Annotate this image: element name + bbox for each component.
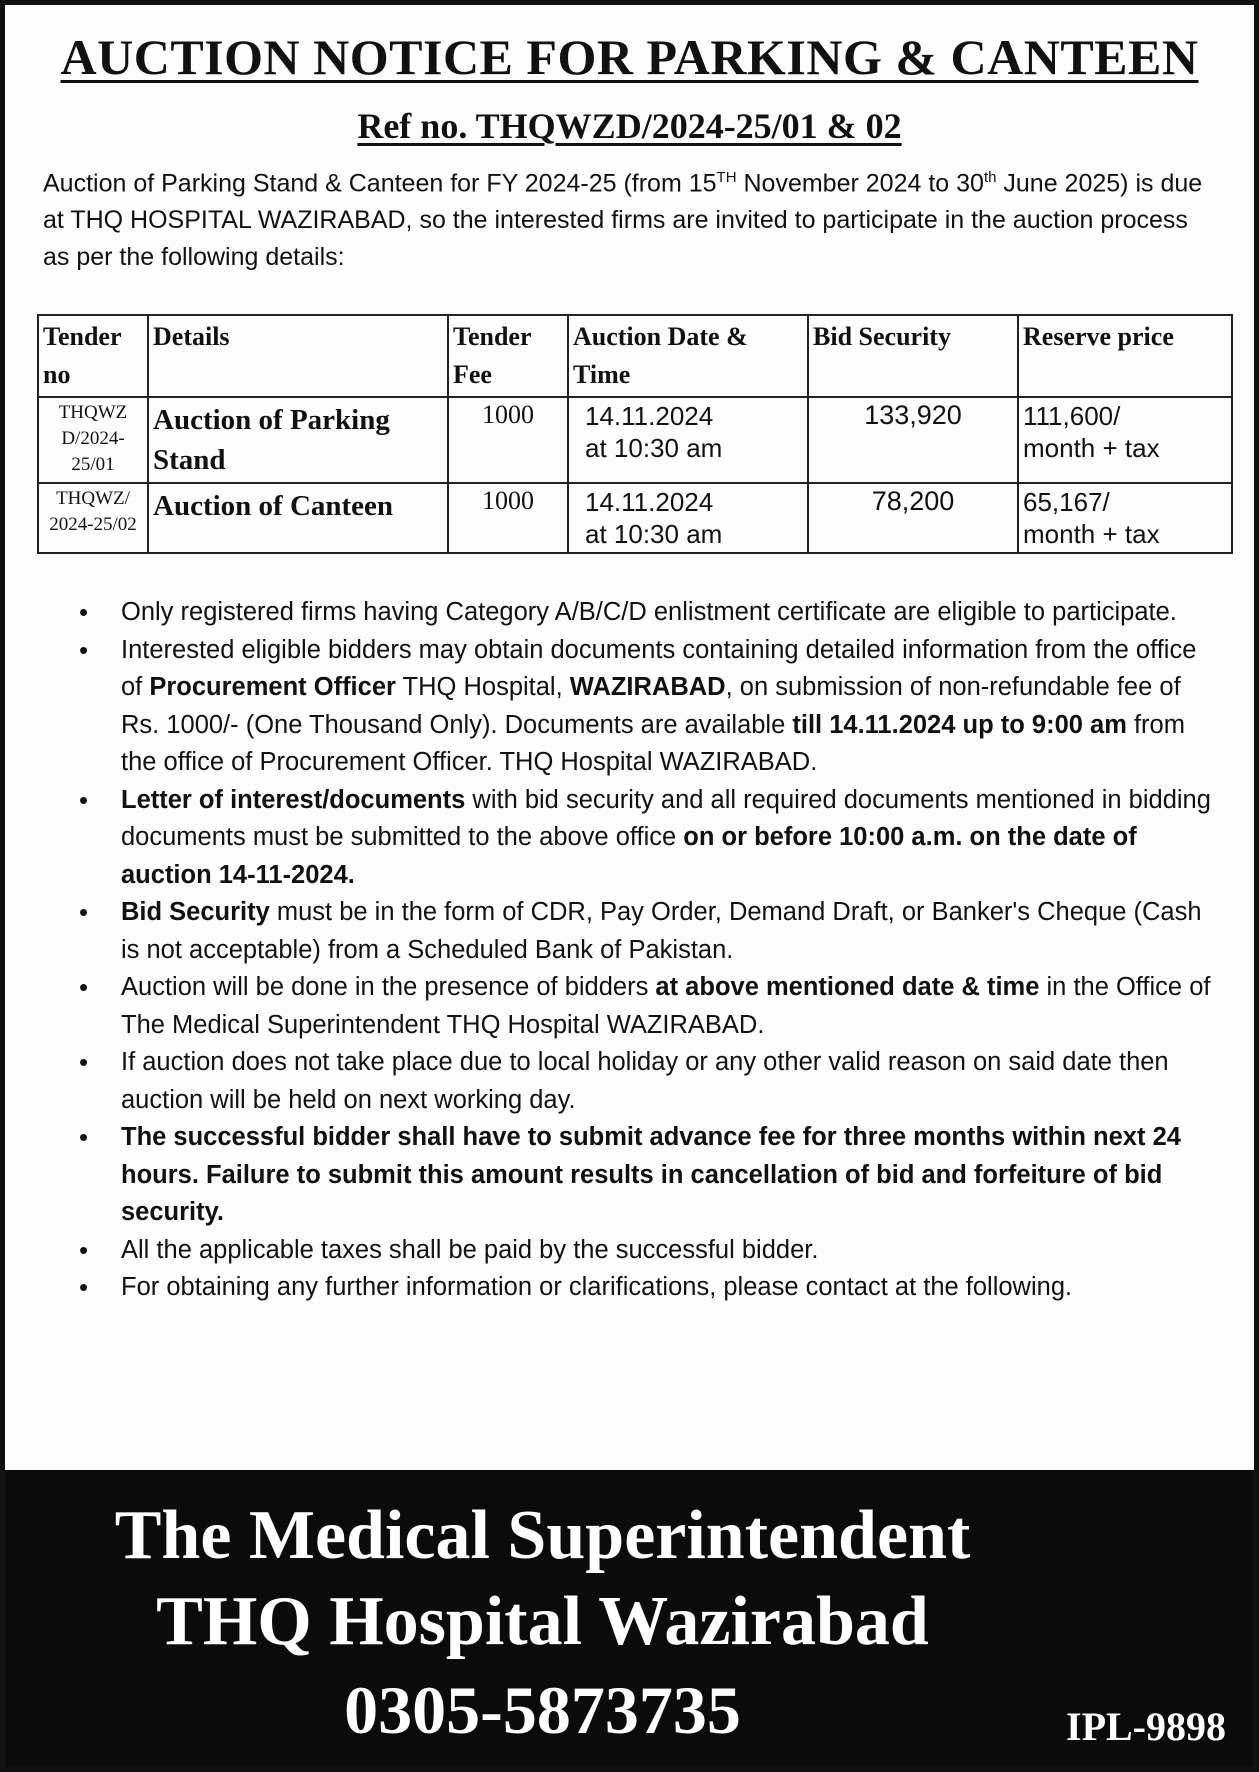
term-bold: till 14.11.2024 up to 9:00 am bbox=[792, 710, 1127, 739]
auction-date: 14.11.2024 bbox=[585, 401, 714, 432]
header-tender-no: Tender no bbox=[38, 315, 148, 397]
cell-reserve-price bbox=[1018, 397, 1232, 483]
list-item bbox=[57, 1269, 1222, 1307]
cell-reserve-price bbox=[1018, 483, 1232, 553]
auction-time: at 10:30 am bbox=[585, 519, 723, 550]
term-text: Only registered firms having Category A/B/C/D enlistment certificate are eligible to participate. bbox=[121, 598, 1177, 627]
list-item bbox=[57, 632, 1222, 782]
term-text: in the Office of The Medical Superintendent THQ Hospital WAZIRABAD. bbox=[121, 973, 1211, 1039]
term-bold: Bid Security bbox=[121, 898, 270, 927]
tender-table bbox=[37, 314, 1233, 554]
cell-auction-date bbox=[568, 397, 808, 483]
intro-sup-2: th bbox=[983, 169, 997, 186]
cell-tender-no: THQWZ/ 2024-25/02 bbox=[38, 483, 148, 553]
list-item bbox=[57, 782, 1222, 895]
term-bold: Procurement Officer bbox=[149, 673, 396, 702]
intro-paragraph bbox=[43, 159, 1216, 276]
term-text: Auction will be done in the presence of bidders bbox=[121, 973, 656, 1002]
header-auction-date: Auction Date & Time bbox=[568, 315, 808, 397]
terms-list bbox=[37, 594, 1222, 1307]
header-reserve-price: Reserve price bbox=[1018, 315, 1232, 397]
term-bold: The successful bidder shall have to submit advance fee for three months within next 24 hours. Failure to submit this amount results in cancellation of bid and forfeiture of bid security. bbox=[121, 1123, 1181, 1227]
table-row bbox=[38, 483, 1232, 553]
cell-tender-fee: 1000 bbox=[448, 397, 568, 483]
footer-designation: The Medical Superintendent bbox=[114, 1497, 971, 1574]
cell-tender-no: THQWZ D/2024-25/01 bbox=[38, 397, 148, 483]
table-header-row bbox=[38, 315, 1232, 397]
auction-date: 14.11.2024 bbox=[585, 487, 714, 518]
intro-text-a: Auction of Parking Stand & Canteen for FY 2024-25 (from 15 bbox=[43, 169, 717, 198]
intro-text-b: November 2024 to 30 bbox=[736, 169, 984, 198]
cell-bid-security: 133,920 bbox=[808, 397, 1018, 483]
term-text: Interested eligible bidders may obtain documents containing detailed information from the office of bbox=[121, 635, 1197, 702]
header-details: Details bbox=[148, 315, 448, 397]
cell-details: Auction of Parking Stand bbox=[148, 397, 448, 483]
header-bid-security: Bid Security bbox=[808, 315, 1018, 397]
list-item bbox=[57, 969, 1222, 1044]
term-text: from the office of Procurement Officer. THQ Hospital WAZIRABAD. bbox=[121, 710, 1185, 777]
reserve-unit: month + tax bbox=[1023, 519, 1160, 550]
term-text: THQ Hospital, bbox=[395, 673, 570, 702]
footer-phone: 0305-5873735 bbox=[344, 1672, 741, 1748]
term-text: If auction does not take place due to local holiday or any other valid reason on said date then auction will be held on next working day. bbox=[121, 1048, 1169, 1114]
term-bold: at above mentioned date & time bbox=[655, 973, 1040, 1002]
term-bold: on or before 10:00 a.m. on the date of auction 14-11-2024. bbox=[121, 823, 1137, 889]
term-text: , on submission of non-refundable fee of Rs. 1000/- (One Thousand Only). Documents are available bbox=[121, 673, 1181, 739]
notice-title: AUCTION NOTICE FOR PARKING & CANTEEN bbox=[60, 29, 1199, 85]
table-row bbox=[38, 397, 1232, 483]
term-text: must be in the form of CDR, Pay Order, Demand Draft, or Banker's Cheque (Cash is not acceptable) from a Scheduled Bank of Pakistan. bbox=[121, 898, 1202, 964]
cell-details: Auction of Canteen bbox=[148, 483, 448, 553]
notice-body bbox=[5, 5, 1254, 1475]
term-text: All the applicable taxes shall be paid by the successful bidder. bbox=[121, 1235, 819, 1264]
list-item bbox=[57, 1044, 1222, 1119]
contact-footer bbox=[5, 1470, 1254, 1767]
cell-tender-fee: 1000 bbox=[448, 483, 568, 553]
header-tender-fee: Tender Fee bbox=[448, 315, 568, 397]
reference-number: Ref no. THQWZD/2024-25/01 & 02 bbox=[357, 106, 902, 146]
intro-text-c: June 2025) is due at THQ HOSPITAL WAZIRABAD, so the interested firms are invited to participate in the auction process as per the following details: bbox=[43, 169, 1203, 272]
cell-auction-date bbox=[568, 483, 808, 553]
list-item bbox=[57, 1119, 1222, 1232]
term-text: with bid security and all required documents mentioned in bidding documents must be submitted to the above office bbox=[121, 785, 1211, 852]
reserve-amount: 111,600/ bbox=[1023, 401, 1121, 432]
reserve-amount: 65,167/ bbox=[1023, 487, 1110, 518]
list-item bbox=[57, 594, 1222, 632]
cell-bid-security: 78,200 bbox=[808, 483, 1018, 553]
auction-time: at 10:30 am bbox=[585, 433, 723, 464]
intro-sup-1: TH bbox=[716, 169, 737, 186]
list-item bbox=[57, 1232, 1222, 1270]
term-text: For obtaining any further information or clarifications, please contact at the following. bbox=[121, 1273, 1073, 1302]
term-bold: Letter of interest/documents bbox=[121, 785, 466, 814]
ipl-code: IPL-9898 bbox=[1066, 1704, 1226, 1749]
term-bold: WAZIRABAD bbox=[569, 673, 726, 702]
footer-hospital: THQ Hospital Wazirabad bbox=[156, 1583, 929, 1660]
reserve-unit: month + tax bbox=[1023, 433, 1160, 464]
list-item bbox=[57, 894, 1222, 969]
